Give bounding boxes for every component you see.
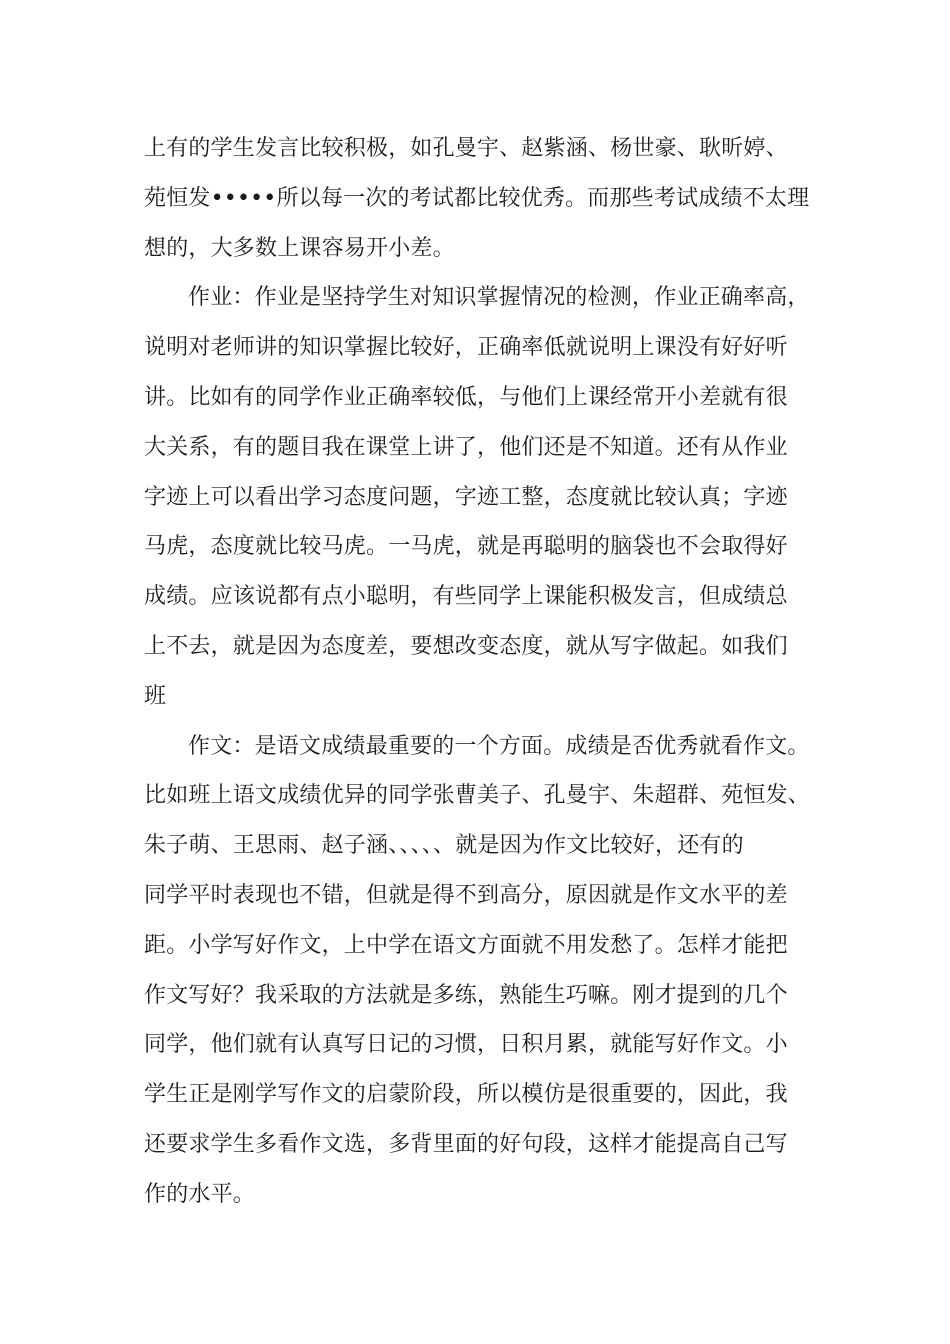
- text-line: 学生正是刚学写作文的启蒙阶段，所以模仿是很重要的，因此，我: [144, 1082, 788, 1108]
- text-line: 说明对老师讲的知识掌握比较好，正确率低就说明上课没有好好听: [144, 335, 788, 361]
- text-line: 班: [144, 683, 167, 709]
- body-text: [144, 124, 844, 1220]
- text-line: 讲。比如有的同学作业正确率较低，与他们上课经常开小差就有很: [144, 384, 788, 410]
- text-line: 上有的学生发言比较积极，如孔曼宇、赵紫涵、杨世豪、耿昕婷、: [144, 136, 788, 161]
- text-line: 上不去，就是因为态度差，要想改变态度，就从写字做起。如我们: [144, 633, 788, 659]
- paragraph-homework-start: 作业：作业是坚持学生对知识掌握情况的检测，作业正确率高，: [188, 285, 810, 311]
- text-line: 马虎，态度就比较马虎。一马虎，就是再聪明的脑袋也不会取得好: [144, 534, 788, 560]
- text-line: 大关系，有的题目我在课堂上讲了，他们还是不知道。还有从作业: [144, 434, 788, 460]
- text-line: 同学，他们就有认真写日记的习惯，日积月累，就能写好作文。小: [144, 1032, 788, 1058]
- text-line: 想的，大多数上课容易开小差。: [144, 235, 455, 261]
- text-line: 成绩。应该说都有点小聪明，有些同学上课能积极发言，但成绩总: [144, 584, 788, 610]
- text-line: 同学平时表现也不错，但就是得不到高分，原因就是作文水平的差: [144, 882, 788, 908]
- text-line: 还要求学生多看作文选，多背里面的好句段，这样才能提高自己写: [144, 1131, 788, 1157]
- text-line: 苑恒发•••••所以每一次的考试都比较优秀。而那些考试成绩不太理: [144, 185, 810, 211]
- text-line: 距。小学写好作文，上中学在语文方面就不用发愁了。怎样才能把: [144, 932, 788, 958]
- paragraph-composition-start: 作文：是语文成绩最重要的一个方面。成绩是否优秀就看作文。: [188, 733, 810, 759]
- text-line: 字迹上可以看出学习态度问题，字迹工整，态度就比较认真；字迹: [144, 484, 788, 510]
- text-line: 比如班上语文成绩优异的同学张曹美子、孔曼宇、朱超群、苑恒发、: [144, 783, 811, 809]
- text-line: 作文写好？我采取的方法就是多练，熟能生巧嘛。刚才提到的几个: [144, 982, 788, 1008]
- text-line: 作的水平。: [144, 1181, 256, 1207]
- text-line: 朱子萌、王思雨、赵子涵、、、、、就是因为作文比较好，还有的: [144, 833, 744, 859]
